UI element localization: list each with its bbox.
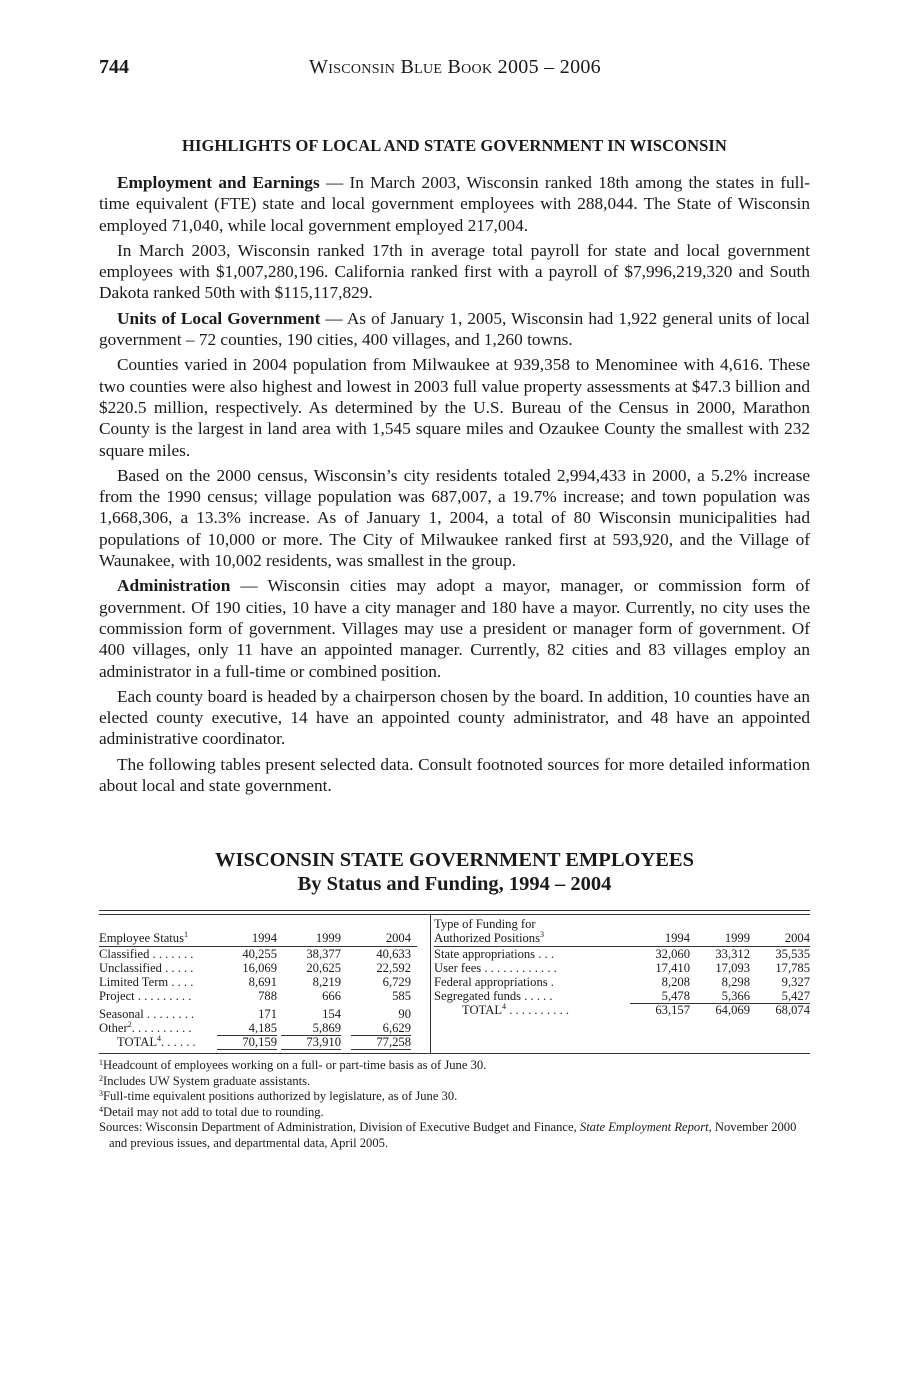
paragraph-text: Counties varied in 2004 population from Milwaukee at 939,358 to Menominee with 4,616. These two counties were also highest and lowest in 2003 full value property assessments at $47.3 billion and $220.5 million, respectively. As determined by the U.S. Bureau of the Census in 2000, Marathon County is the largest in land area with 1,545 square miles and Ozaukee County the smallest with 232 square miles. <box>99 355 810 460</box>
footnote: $^3$Full-time equivalent positions authorized by legislature, as of June 30. <box>99 1089 458 1103</box>
footnote-mark: 3 <box>540 930 544 939</box>
paragraph-text: Based on the 2000 census, Wisconsin’s city residents totaled 2,994,433 in 2000, a 5.2% increase from the 1990 census; village population was 687,007, a 19.7% increase; and town population was 1,668,306, a 13.3% increase. As of January 1, 2004, a total of 80 Wisconsin municipalities had populations of 10,000 or more. The City of Milwaukee ranked first at 593,920, and the Village of Waunakee, with 10,002 residents, was smallest in the group. <box>99 465 810 571</box>
footnote-mark: 1 <box>99 1058 103 1067</box>
row-label: Unclassified . . . . . <box>99 961 194 975</box>
row-label: Federal appropriations . <box>434 975 554 989</box>
table-row <box>434 989 810 1003</box>
table-cell: 16,069 <box>242 961 277 975</box>
footnote: $^1$Headcount of employees working on a full- or part-time basis as of June 30. <box>99 1058 487 1072</box>
row-label: User fees . . . . . . . . . . . . <box>434 961 557 975</box>
article-paragraph: Units of Local Government — As of January 1, 2005, Wisconsin had 1,922 general units of local government – 72 counties, 190 cities, 400 villages, and 1,260 towns. <box>99 308 810 350</box>
row-label: State appropriations . . . <box>434 947 554 961</box>
year-header: 1999 <box>724 931 750 945</box>
table-cell: 788 <box>258 989 277 1003</box>
year-header: 1994 <box>251 931 277 945</box>
page-header <box>99 56 811 82</box>
page-number: 744 <box>99 56 129 78</box>
table-cell: 8,691 <box>248 975 277 989</box>
paragraph-text: Wisconsin cities may adopt a mayor, manager, or commission form of government. Of 190 cities, 10 have a city manager and 180 have a mayor. Currently, no city uses the commission form of government. Villages may use a president or manager form of government. Of 400 villages, only 11 have an appointed manager. Currently, 82 cities and 83 villages employ an administrator in a full-time or combined position. <box>99 576 810 681</box>
year-header: 1994 <box>664 931 690 945</box>
employee-status-heading: Employee Status <box>99 931 184 945</box>
table-cell: 8,298 <box>721 975 750 989</box>
footnote-mark: 4 <box>502 1002 507 1011</box>
table-notes <box>99 1058 810 1151</box>
table-cell: 5,427 <box>750 989 810 1004</box>
table-row <box>434 1003 810 1017</box>
footnote-mark: 4 <box>157 1034 162 1043</box>
paragraph-text: In March 2003, Wisconsin ranked 18th among the states in full-time equivalent (FTE) state and local government employees with 288,044. The State of Wisconsin employed 71,040, while local government employed 217,004. <box>99 173 811 235</box>
table-cell: 77,258 <box>351 1035 411 1050</box>
table-row <box>99 1035 417 1049</box>
table-cell: 70,159 <box>217 1035 277 1050</box>
row-label: Seasonal . . . . . . . . <box>99 1007 195 1021</box>
article-paragraph: Administration — Wisconsin cities may adopt a mayor, manager, or commission form of government. Of 190 cities, 10 have a city manager and 180 have a mayor. Currently, no city uses the commission form of government. Villages may use a president or manager form of government. Of 400 villages, only 11 have an appointed manager. Currently, 82 cities and 83 villages employ an administrator in a full-time or combined position. <box>99 576 810 681</box>
employee-status-header <box>99 931 417 947</box>
funding-heading-2: Authorized Positions <box>434 931 540 945</box>
funding-header <box>434 931 810 947</box>
paragraph-text: As of January 1, 2005, Wisconsin had 1,922 general units of local government – 72 counties, 190 cities, 400 villages, and 1,260 towns. <box>99 308 810 350</box>
article-body <box>99 172 810 796</box>
table-cell: 17,785 <box>775 961 810 975</box>
row-label: TOTAL$^4$. . . . . . <box>117 1034 196 1049</box>
year-header: 1999 <box>315 931 341 945</box>
article-paragraph <box>99 686 810 750</box>
table-cell: 666 <box>322 989 341 1003</box>
table-cell: 63,157 <box>655 1003 690 1017</box>
table-title: WISCONSIN STATE GOVERNMENT EMPLOYEES <box>215 849 694 871</box>
table-cell: 32,060 <box>655 947 690 961</box>
article-paragraph <box>99 465 810 571</box>
article-paragraph: Employment and Earnings — In March 2003, Wisconsin ranked 18th among the states in full-time equivalent (FTE) state and local government employees with 288,044. The State of Wisconsin employed 71,040, while local government employed 217,004. <box>99 173 811 235</box>
table-row <box>99 947 417 961</box>
row-label: Segregated funds . . . . . <box>434 989 553 1003</box>
paragraph-lead: Units of Local Government <box>117 308 321 328</box>
paragraph-text: Each county board is headed by a chairperson chosen by the board. In addition, 10 counties have an elected county executive, 14 have an appointed county administrator, and 48 have an appointed administrative coordinator. <box>99 686 810 749</box>
table-cell: 171 <box>258 1007 277 1021</box>
article-paragraph <box>99 354 810 460</box>
employees-table-block <box>99 848 810 1151</box>
table-cell: 5,366 <box>690 989 750 1004</box>
footnote: $^4$Detail may not add to total due to rounding. <box>99 1104 324 1119</box>
running-title: Wisconsin Blue Book 2005 – 2006 <box>309 56 601 78</box>
table-row <box>434 961 810 975</box>
table-cell: 17,093 <box>715 961 750 975</box>
table-cell: 9,327 <box>781 975 810 989</box>
row-label: Project . . . . . . . . . <box>99 989 192 1003</box>
table-cell: 33,312 <box>715 947 750 961</box>
table-cell: 73,910 <box>281 1035 341 1050</box>
footnote-mark: 1 <box>184 930 188 939</box>
table-cell: 6,629 <box>351 1021 411 1036</box>
paragraph-text: In March 2003, Wisconsin ranked 17th in average total payroll for state and local government employees with $1,007,280,196. California ranked first with a payroll of $7,996,219,320 and South Dakota ranked 50th with $115,117,829. <box>99 240 810 303</box>
sources-note: Sources: Wisconsin Department of Administration, Division of Executive Budget and Finance, State Employment Report, November 2000 and previous issues, and departmental data, April 2005. <box>99 1120 797 1150</box>
table-cell: 5,869 <box>281 1021 341 1036</box>
article-paragraph <box>99 754 810 797</box>
footnote: $^2$Includes UW System graduate assistants. <box>99 1073 311 1088</box>
table-cell: 6,729 <box>382 975 411 989</box>
article <box>99 136 810 800</box>
year-header: 2004 <box>784 931 810 945</box>
table-divider <box>430 914 431 1053</box>
table-row <box>434 975 810 989</box>
table-row <box>99 975 417 989</box>
table-cell: 585 <box>392 989 411 1003</box>
report-title: State Employment Report <box>579 1120 709 1134</box>
table-cell: 22,592 <box>376 961 411 975</box>
footnote-mark: 4 <box>99 1104 103 1114</box>
year-header: 2004 <box>385 931 411 945</box>
row-label: Other$^2$. . . . . . . . . . <box>99 1020 192 1035</box>
employee-tables <box>99 910 810 1054</box>
section-heading: HIGHLIGHTS OF LOCAL AND STATE GOVERNMENT IN WISCONSIN <box>182 136 727 155</box>
paragraph-lead: Administration <box>117 576 231 596</box>
table-row <box>99 961 417 975</box>
footnote-mark: 2 <box>99 1073 103 1083</box>
paragraph-text: The following tables present selected data. Consult footnoted sources for more detailed information about local and state government. <box>99 754 810 796</box>
table-row <box>434 947 810 961</box>
employee-status-table <box>99 917 417 1049</box>
table-subtitle: By Status and Funding, 1994 – 2004 <box>297 873 612 895</box>
table-cell: 38,377 <box>306 947 341 961</box>
footnote-mark: 2 <box>127 1020 132 1029</box>
table-cell: 35,535 <box>775 947 810 961</box>
footnote-mark: 3 <box>99 1089 103 1098</box>
table-cell: 8,208 <box>661 975 690 989</box>
row-label: Classified . . . . . . . <box>99 947 194 961</box>
table-cell: 64,069 <box>715 1003 750 1017</box>
table-row <box>99 1007 417 1021</box>
paragraph-lead: Employment and Earnings <box>117 173 320 192</box>
table-cell: 68,074 <box>775 1003 810 1017</box>
table-cell: 5,478 <box>630 989 690 1004</box>
funding-heading-1: Type of Funding for <box>434 917 536 931</box>
table-cell: 20,625 <box>306 961 341 975</box>
table-cell: 8,219 <box>312 975 341 989</box>
table-cell: 90 <box>398 1007 411 1021</box>
table-cell: 40,633 <box>376 947 411 961</box>
table-row <box>99 989 417 1003</box>
table-cell: 40,255 <box>242 947 277 961</box>
table-row <box>99 1021 417 1035</box>
row-label: Limited Term . . . . <box>99 975 194 989</box>
row-label: TOTAL$^4$ . . . . . . . . . . <box>462 1002 570 1017</box>
funding-type-table <box>434 917 810 1017</box>
article-paragraph <box>99 240 810 304</box>
funding-header-line-1 <box>434 917 810 931</box>
table-cell: 154 <box>322 1007 341 1021</box>
table-cell: 17,410 <box>655 961 690 975</box>
table-cell: 4,185 <box>217 1021 277 1036</box>
